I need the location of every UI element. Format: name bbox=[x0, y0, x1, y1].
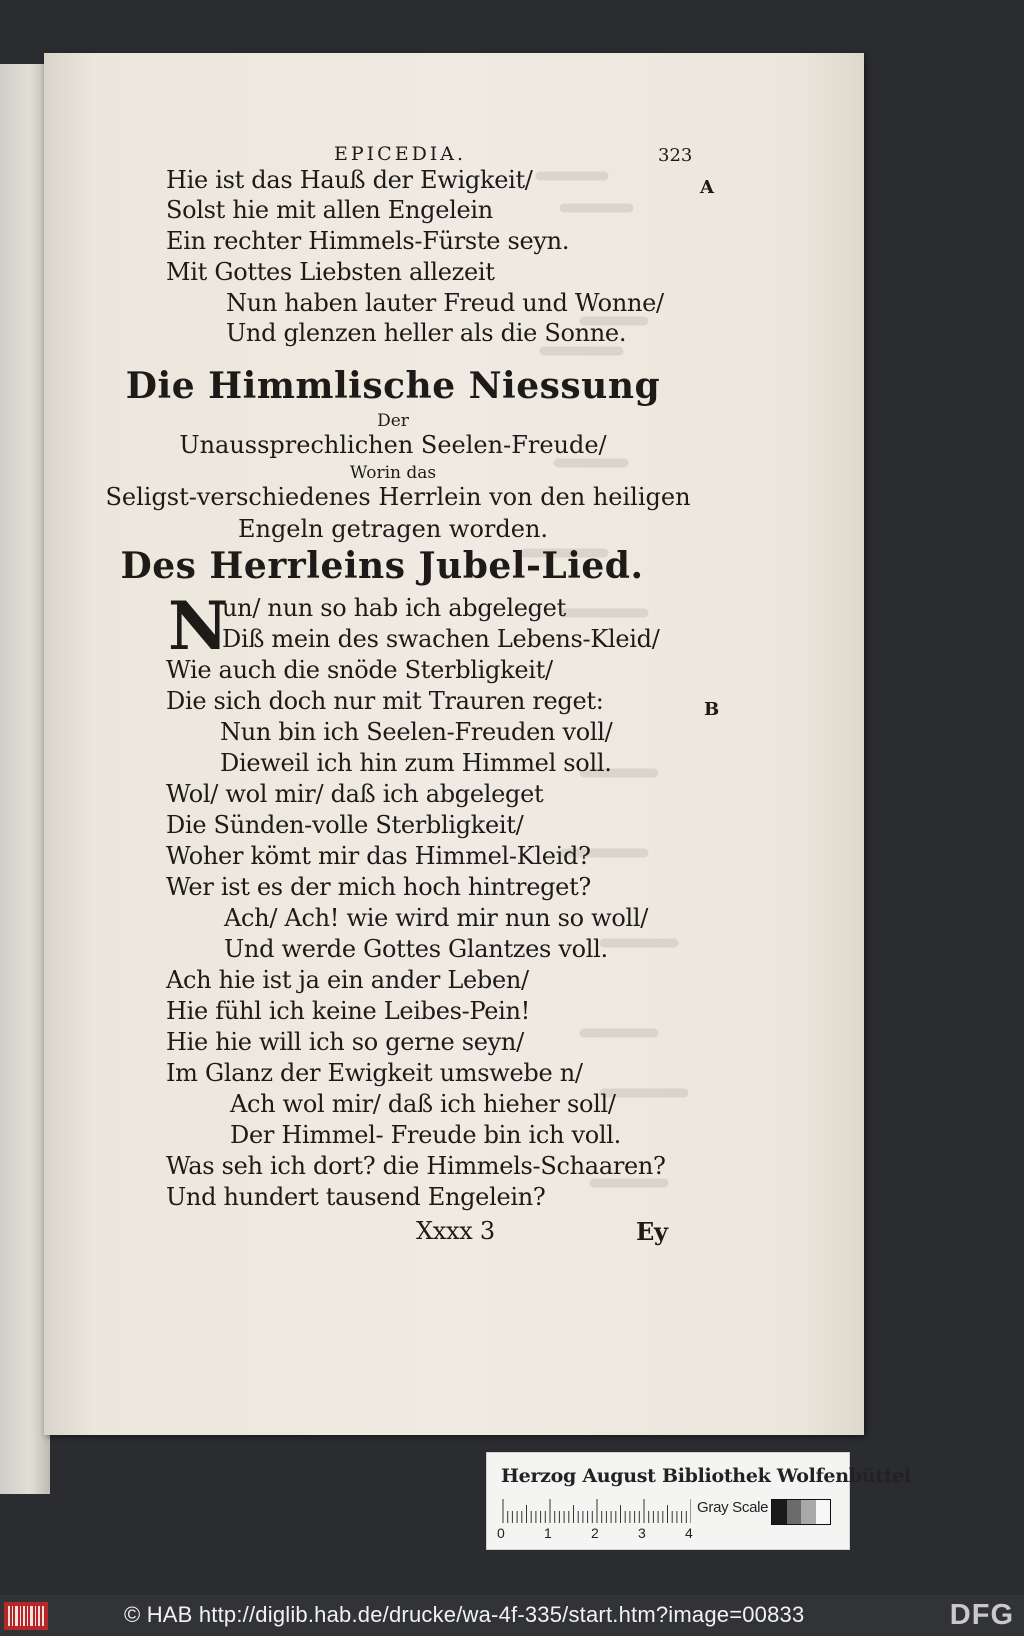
ruler-number: 1 bbox=[544, 1525, 552, 1541]
page-number: 323 bbox=[658, 145, 693, 166]
verse-line: un/ nun so hab ich abgeleget bbox=[222, 594, 566, 622]
verse-line: Hie fühl ich keine Leibes-Pein! bbox=[166, 997, 531, 1025]
verse-line: Hie ist das Hauß der Ewigkeit/ bbox=[166, 166, 533, 194]
gray-scale-swatch bbox=[771, 1499, 831, 1525]
gray-scale-label: Gray Scale bbox=[697, 1499, 769, 1516]
verse-line: Und werde Gottes Glantzes voll. bbox=[224, 935, 608, 963]
verse-line: Mit Gottes Liebsten allezeit bbox=[166, 258, 495, 286]
verse-line: Und glenzen heller als die Sonne. bbox=[226, 319, 627, 347]
institution-label bbox=[486, 1452, 911, 1550]
book-page bbox=[44, 53, 864, 1435]
verse-line: Wie auch die snöde Sterbligkeit/ bbox=[166, 656, 553, 684]
verse-line: Hie hie will ich so gerne seyn/ bbox=[166, 1028, 524, 1056]
verse-line: Nun bin ich Seelen-Freuden voll/ bbox=[220, 718, 613, 746]
heading-line: Unaussprechlichen Seelen-Freude/ bbox=[179, 431, 607, 459]
verse-line: Nun haben lauter Freud und Wonne/ bbox=[226, 289, 664, 317]
verse-line: Wer ist es der mich hoch hintreget? bbox=[166, 873, 591, 901]
verse-line: Und hundert tausend Engelein? bbox=[166, 1183, 546, 1211]
verse-line: Ach/ Ach! wie wird mir nun so woll/ bbox=[224, 904, 649, 932]
institution-name: Herzog August Bibliothek Wolfenbüttel bbox=[501, 1465, 911, 1487]
catchword: Ey bbox=[636, 1217, 668, 1246]
drop-cap: N bbox=[168, 587, 229, 665]
verse-line: Woher kömt mir das Himmel-Kleid? bbox=[166, 842, 591, 870]
verse-line: Ein rechter Himmels-Fürste seyn. bbox=[166, 227, 570, 255]
verse-line: Diß mein des swachen Lebens-Kleid/ bbox=[222, 625, 660, 653]
verse-line: Wol/ wol mir/ daß ich abgeleget bbox=[166, 780, 544, 808]
dfg-logo: DFG bbox=[949, 1599, 1014, 1631]
heading-line: Engeln getragen worden. bbox=[237, 515, 549, 543]
margin-mark-a: A bbox=[700, 177, 714, 198]
verse-line: Ach hie ist ja ein ander Leben/ bbox=[166, 966, 529, 994]
verse-line: Dieweil ich hin zum Himmel soll. bbox=[220, 749, 612, 777]
heading-worin: Worin das bbox=[349, 463, 437, 483]
footer-bar bbox=[0, 1595, 1024, 1636]
scale-ruler bbox=[501, 1497, 691, 1525]
ruler-number: 0 bbox=[497, 1525, 505, 1541]
ruler-number: 3 bbox=[638, 1525, 646, 1541]
verse-line: Ach wol mir/ daß ich hieher soll/ bbox=[230, 1090, 616, 1118]
margin-mark-b: B bbox=[704, 699, 720, 720]
verse-line: Solst hie mit allen Engelein bbox=[166, 196, 493, 224]
heading-line: Seligst-verschiedenes Herrlein von den heiligen bbox=[105, 483, 691, 511]
verse-line: Was seh ich dort? die Himmels-Schaaren? bbox=[166, 1152, 666, 1180]
heading-der: Der bbox=[377, 411, 409, 431]
facing-page-edge bbox=[0, 64, 50, 1494]
barcode-icon bbox=[4, 1602, 48, 1630]
verse-line: Der Himmel- Freude bin ich voll. bbox=[230, 1121, 621, 1149]
ruler-number: 2 bbox=[591, 1525, 599, 1541]
running-head: EPICEDIA. bbox=[334, 143, 467, 165]
ruler-number: 4 bbox=[685, 1525, 693, 1541]
verse-line: Im Glanz der Ewigkeit umswebe n/ bbox=[166, 1059, 583, 1087]
section-title: Die Himmlische Niessung bbox=[125, 365, 661, 407]
ruler-numbers bbox=[487, 1525, 697, 1543]
song-title: Des Herrleins Jubel-Lied. bbox=[120, 545, 644, 587]
signature-mark: Xxxx 3 bbox=[416, 1217, 495, 1245]
verse-line: Die Sünden-volle Sterbligkeit/ bbox=[166, 811, 524, 839]
verse-line: Die sich doch nur mit Trauren reget: bbox=[166, 687, 604, 715]
copyright-url[interactable]: © HAB http://diglib.hab.de/drucke/wa-4f-335/start.htm?image=00833 bbox=[124, 1602, 805, 1627]
